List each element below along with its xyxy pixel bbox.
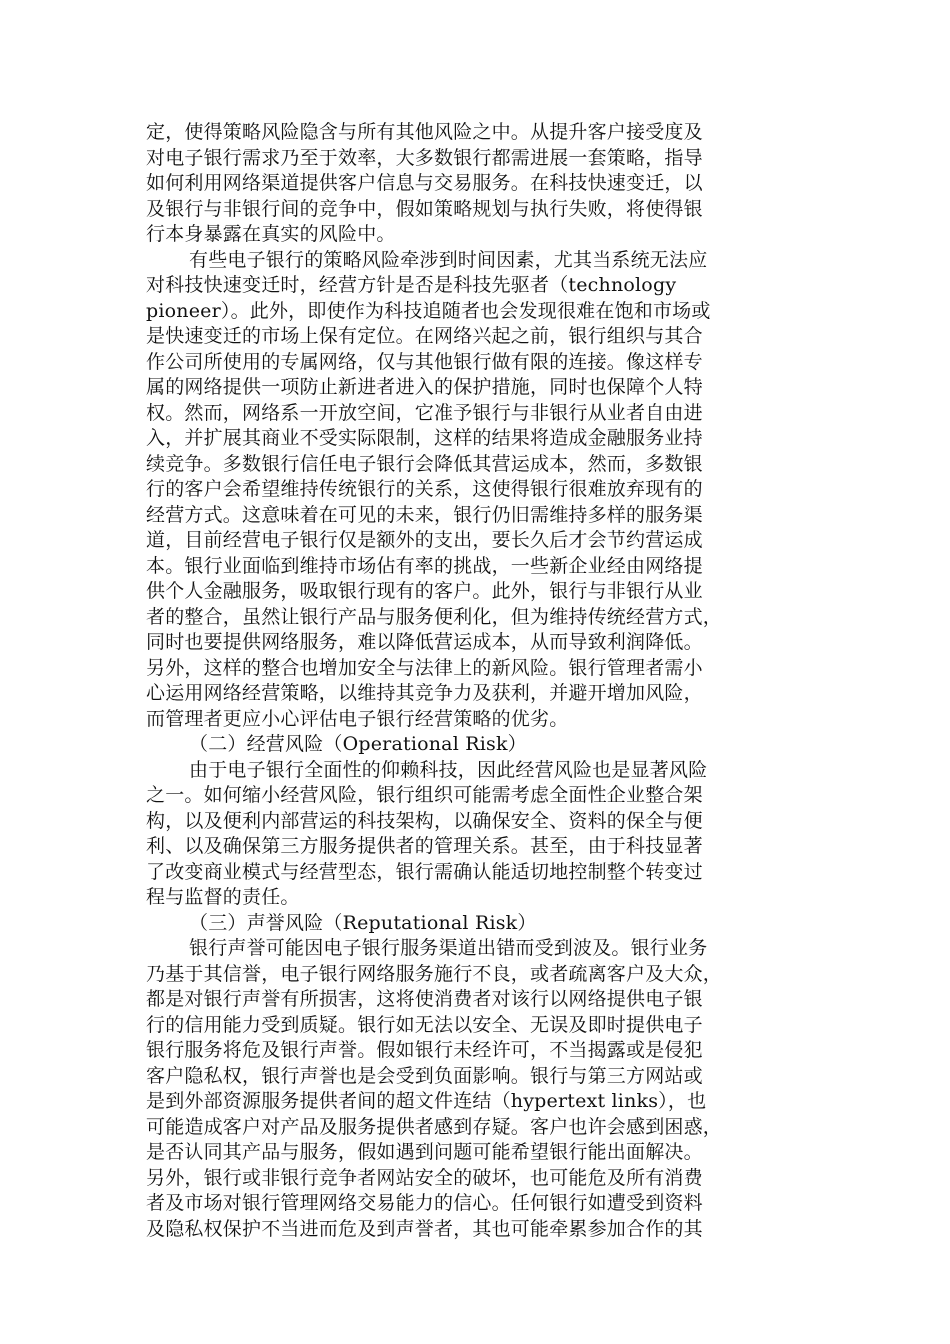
text-line: 本。银行业面临到维持市场佔有率的挑战，一些新企业经由网络提 bbox=[146, 554, 703, 577]
text-line: 行本身暴露在真实的风险中。 bbox=[146, 223, 396, 245]
text-line: 程与监督的责任。 bbox=[146, 886, 300, 908]
text-line: 对电子银行需求乃至于效率，大多数银行都需进展一套策略，指导 bbox=[146, 146, 703, 169]
text-line: 构，以及便利内部营运的科技架构，以确保安全、资料的保全与便 bbox=[146, 809, 703, 832]
text-line: 续竞争。多数银行信任电子银行会降低其营运成本，然而，多数银 bbox=[146, 452, 703, 475]
text-line: 及银行与非银行间的竞争中，假如策略规划与执行失败，将使得银 bbox=[146, 197, 703, 220]
text-line: 由于电子银行全面性的仰赖科技，因此经营风险也是显著风险 bbox=[189, 758, 708, 781]
text-line: 行的客户会希望维持传统银行的关系，这使得银行很难放弃现有的 bbox=[146, 478, 703, 500]
text-line: 心运用网络经营策略，以维持其竞争力及获利，并避开增加风险， bbox=[146, 682, 703, 704]
text-line: 了改变商业模式与经营型态，银行需确认能适切地控制整个转变过 bbox=[146, 860, 703, 883]
text-line: 是否认同其产品与服务，假如遇到问题可能希望银行能出面解决。 bbox=[146, 1141, 703, 1163]
text-line: 作公司所使用的专属网络，仅与其他银行做有限的连接。像这样专 bbox=[146, 350, 703, 373]
text-line: 银行服务将危及银行声誉。假如银行未经许可，不当揭露或是侵犯 bbox=[146, 1039, 703, 1061]
text-line: 乃基于其信誉，电子银行网络服务施行不良，或者疏离客户及大众， bbox=[146, 962, 723, 985]
text-line: 是到外部资源服务提供者间的超文件连结（hypertext links），也 bbox=[146, 1090, 707, 1112]
text-line: 都是对银行声誉有所损害，这将使消费者对该行以网络提供电子银 bbox=[146, 988, 703, 1010]
text-line: 权。然而，网络系一开放空间，它准予银行与非银行从业者自由进 bbox=[146, 401, 703, 424]
text-line: 利、以及确保第三方服务提供者的管理关系。甚至，由于科技显著 bbox=[146, 835, 703, 857]
text-line: 及隐私权保护不当进而危及到声誉者，其也可能牵累参加合作的其 bbox=[146, 1217, 703, 1240]
text-line: 者的整合，虽然让银行产品与服务便利化，但为维持传统经营方式， bbox=[146, 605, 723, 628]
text-line: （二）经营风险（Operational Risk） bbox=[189, 733, 527, 755]
document-body bbox=[146, 120, 810, 1242]
text-line: 供个人金融服务，吸取银行现有的客户。此外，银行与非银行从业 bbox=[146, 580, 703, 602]
text-line: 属的网络提供一项防止新进者进入的保护措施，同时也保障个人特 bbox=[146, 376, 703, 398]
text-line: 另外，这样的整合也增加安全与法律上的新风险。银行管理者需小 bbox=[146, 656, 703, 679]
text-line: 如何利用网络渠道提供客户信息与交易服务。在科技快速变迁，以 bbox=[146, 172, 703, 194]
text-line: 而管理者更应小心评估电子银行经营策略的优劣。 bbox=[146, 707, 569, 730]
text-line: pioneer）。此外，即使作为科技追随者也会发现很难在饱和市场或 bbox=[146, 299, 711, 322]
text-line: 入，并扩展其商业不受实际限制，这样的结果将造成金融服务业持 bbox=[146, 427, 703, 449]
text-line: 银行声誉可能因电子银行服务渠道出错而受到波及。银行业务 bbox=[189, 937, 708, 959]
text-line: 之一。如何缩小经营风险，银行组织可能需考虑全面性企业整合架 bbox=[146, 784, 703, 806]
text-line: （三）声誉风险（Reputational Risk） bbox=[189, 911, 537, 934]
text-line: 对科技快速变迁时，经营方针是否是科技先驱者（technology bbox=[146, 274, 677, 296]
text-line: 另外，银行或非银行竞争者网站安全的破坏，也可能危及所有消费 bbox=[146, 1166, 703, 1189]
text-line: 有些电子银行的策略风险牵涉到时间因素，尤其当系统无法应 bbox=[189, 248, 708, 271]
text-line: 定，使得策略风险隐含与所有其他风险之中。从提升客户接受度及 bbox=[146, 121, 703, 143]
text-line: 者及市场对银行管理网络交易能力的信心。任何银行如遭受到资料 bbox=[146, 1192, 703, 1214]
text-line: 客户隐私权，银行声誉也是会受到负面影响。银行与第三方网站或 bbox=[146, 1064, 703, 1087]
text-line: 经营方式。这意味着在可见的未来，银行仍旧需维持多样的服务渠 bbox=[146, 503, 703, 526]
text-line: 可能造成客户对产品及服务提供者感到存疑。客户也许会感到困惑， bbox=[146, 1115, 723, 1138]
text-line: 是快速变迁的市场上保有定位。在网络兴起之前，银行组织与其合 bbox=[146, 325, 703, 347]
text-line: 行的信用能力受到质疑。银行如无法以安全、无误及即时提供电子 bbox=[146, 1013, 703, 1036]
text-line: 道，目前经营电子银行仅是额外的支出，要长久后才会节约营运成 bbox=[146, 529, 703, 551]
text-line: 同时也要提供网络服务，难以降低营运成本，从而导致利润降低。 bbox=[146, 631, 703, 653]
